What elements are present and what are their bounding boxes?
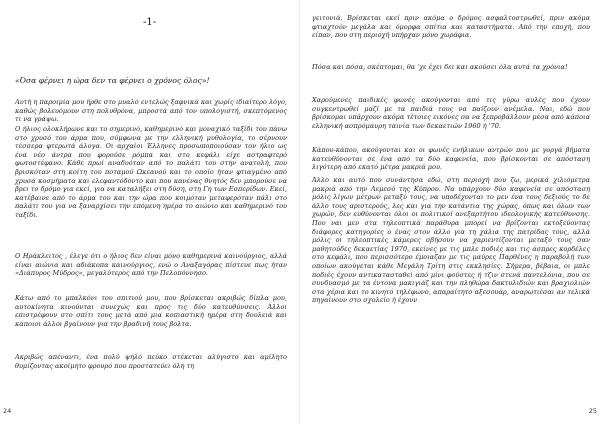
paragraph-3: Χαρούμενες παιδικές φωνές ακούγονται από τις γύρω αυλές που έχουν συγκεντρωθεί μαζί με τα παιδιά τους να παίζουν ανέμελα. Ναι, εδώ που βρίσκομαι υπάρχουν ακόμα τέτοιες εικόνες σα να ξεπροβάλλουν μέσα από κάποια ελληνική ασπρόμαυρη ταινία των δεκαετιών 1960 ή '70. (312, 96, 590, 130)
paragraph-3: Ο Ηράκλειτος , έλεγε ότι ο ήλιος δεν είναι μόνο καθημερινά καινούργιος, αλλά είναι αιώνια και αδιάκοπα καινούργιος, ενώ ο Αναξαγόρας πίστευε πως ήταν «Διάπυρος Μύδρος», μεγαλύτερος από την Πελοπόννησο. (15, 252, 287, 278)
paragraph-1: γειτονιά. Βρίσκεται εκεί πριν ακόμα ο δρόμος ασφαλτοστρωθεί, πριν ακόμα φτιαχτούν μεγάλα και όμορφα σπίτια και καταστήματα. Από την εποχή, που είπαν, που στη περιοχή υπήρχαν μόνο χωράφια. (312, 14, 590, 40)
right-page (300, 0, 600, 424)
paragraph-4: Κάπου-κάπου, ακούγονται και οι φωνές ενήλικων αντρών που με γοργά βήματα κατευθύνονται σε ένα από τα δύο καφενεία, που βρίσκονται σε απόσταση λιγότερη από εκατό μέτρα μακριά μου. (312, 146, 590, 172)
paragraph-5: Άλλο και αυτό που συνάντησα εδώ, στη περιοχή που ζω, μερικά χιλιόμετρα μακριά από την Λεμεσό της Κύπρου. Να υπάρχουν δύο καφενεία σε απόσταση μόλις λίγων μέτρων μεταξύ τους, να υποδέχονται το μεν ένα τους δεξιούς το δε άλλο τους αριστερούς, λες και για την κατάντια της χώρας, όπως και όλων των χωρών, δεν ευθύνονται όλοι οι πολιτικοί ανεξαρτήτου ιδεολογικής κατεύθυνσης. Που ναι μεν στα τηλεοπτικά παράθυρα μπορεί να βρίζονται εκτοξεύοντας διάφορες κατηγορίες ο ένας στον άλλο για τη χάλια της πατρίδας τους, αλλά μόλις οι τηλεοπτικές κάμερες σβήσουν να χαριεντίζονται μεταξύ τους σαν μαθητούδες δεκαετίας 1970, εκείνες με τις μπλε ποδιές και τις άσπρες κορδέλες στο κεφάλι, που περισσότερο έμοιαζαν με τις μαύρες Παρθένες η παραβολή των οποίων ακούγεται κάθε Μεγάλη Τρίτη στις εκκλησίες. Σήμερα, βέβαια, οι μπλε ποδιές έχουν αντικατασταθεί από μίνι φούστες ή τζιν στενά παντελόνια, που σε συνδυασμό με τα έντονα μακιγιάζ και την πληθώρα δακτυλιδιών και βραχιολιών στα χέρια και το κινητό τηλέφωνο, απαραίτητο αξεσουάρ, αναρωτιέσαι αν τελικά πηγαίνουν στο σχολείο ή έχουν (312, 176, 590, 305)
paragraph-4: Κάτω από το μπαλκόνι του σπιτιού μου, που βρίσκεται ακριβώς δίπλα μου, αυτοκίνητα κινούνται συνεχώς και προς τις δύο κατευθύνσεις. Άλλοι επιστρέφουν στο σπίτι τους μετά από μια κοπιαστική ημέρα στη δουλειά και κάποιοι άλλοι βγαίνουν για την βραδινή τους βόλτα. (15, 294, 287, 328)
paragraph-2: Ο ήλιος ολοκλήρωνε και το σημερινό, καθημερινό και μοναχικό ταξίδι του πάνω στο χρυσό του άρμα που, σύμφωνα με την ελληνική μυθολογία, το σέρνουν τέσσερα φτερωτά άλογα. Οι αρχαίοι Έλληνες προσωποποιούσαν τον ήλιο ως ένα νέο άντρα που φορούσε ρόμπα και στο κεφάλι είχε αστραφτερό φωτοστέφανο. Κάθε πρωί αναδυόταν από το παλάτι του στην ανατολή, που βρισκόταν στη κοίτη του ποταμού Ωκεανού και το οποίο ήταν φτιαγμένο από χρυσά κοσμήματα και ελεφαντόδοντο και που κανένας θνητός δεν μπορούσε να βρει το δρόμο για εκεί, για να καταλήξει στη δύση, στη Γη των Εσπερίδων. Εκεί, κατέβαινε από το άρμα του και την ώρα που κοιμόταν μεταφερόταν πάλι στο παλάτι του για να ξαναρχίσει την επόμενη ημέρα το αιώνιο και καθημερινό του ταξίδι. (15, 125, 287, 219)
paragraph-5: Ακριβώς απέναντι, ένα πολύ ψηλό πεύκο στέκεται αλύγιστο και αμίλητο θυμίζοντας ακοίμητο φρουρό που προστατεύει όλη τη (15, 353, 287, 370)
epigraph: «Όσα φέρνει η ώρα δεν τα φέρνει ο χρόνος όλος»! (15, 76, 210, 85)
paragraph-2: Πόσα και πόσα, σκέπτομαι, θα 'χε έχει δει και ακούσει όλα αυτά τα χρόνια! (312, 63, 568, 71)
page-number-right: 25 (588, 407, 597, 415)
chapter-number: -1- (143, 17, 157, 28)
paragraph-1: Αυτή η παροιμία μου ήρθε στο μυαλό εντελώς ξαφνικά και χωρίς ιδιαίτερο λόγο, καθώς βολευόμουν στη πολυθρόνα, μπροστά από τον υπολογιστή, σκεπτόμενος τι να γράψω. (15, 98, 287, 124)
page-number-left: 24 (3, 407, 12, 415)
